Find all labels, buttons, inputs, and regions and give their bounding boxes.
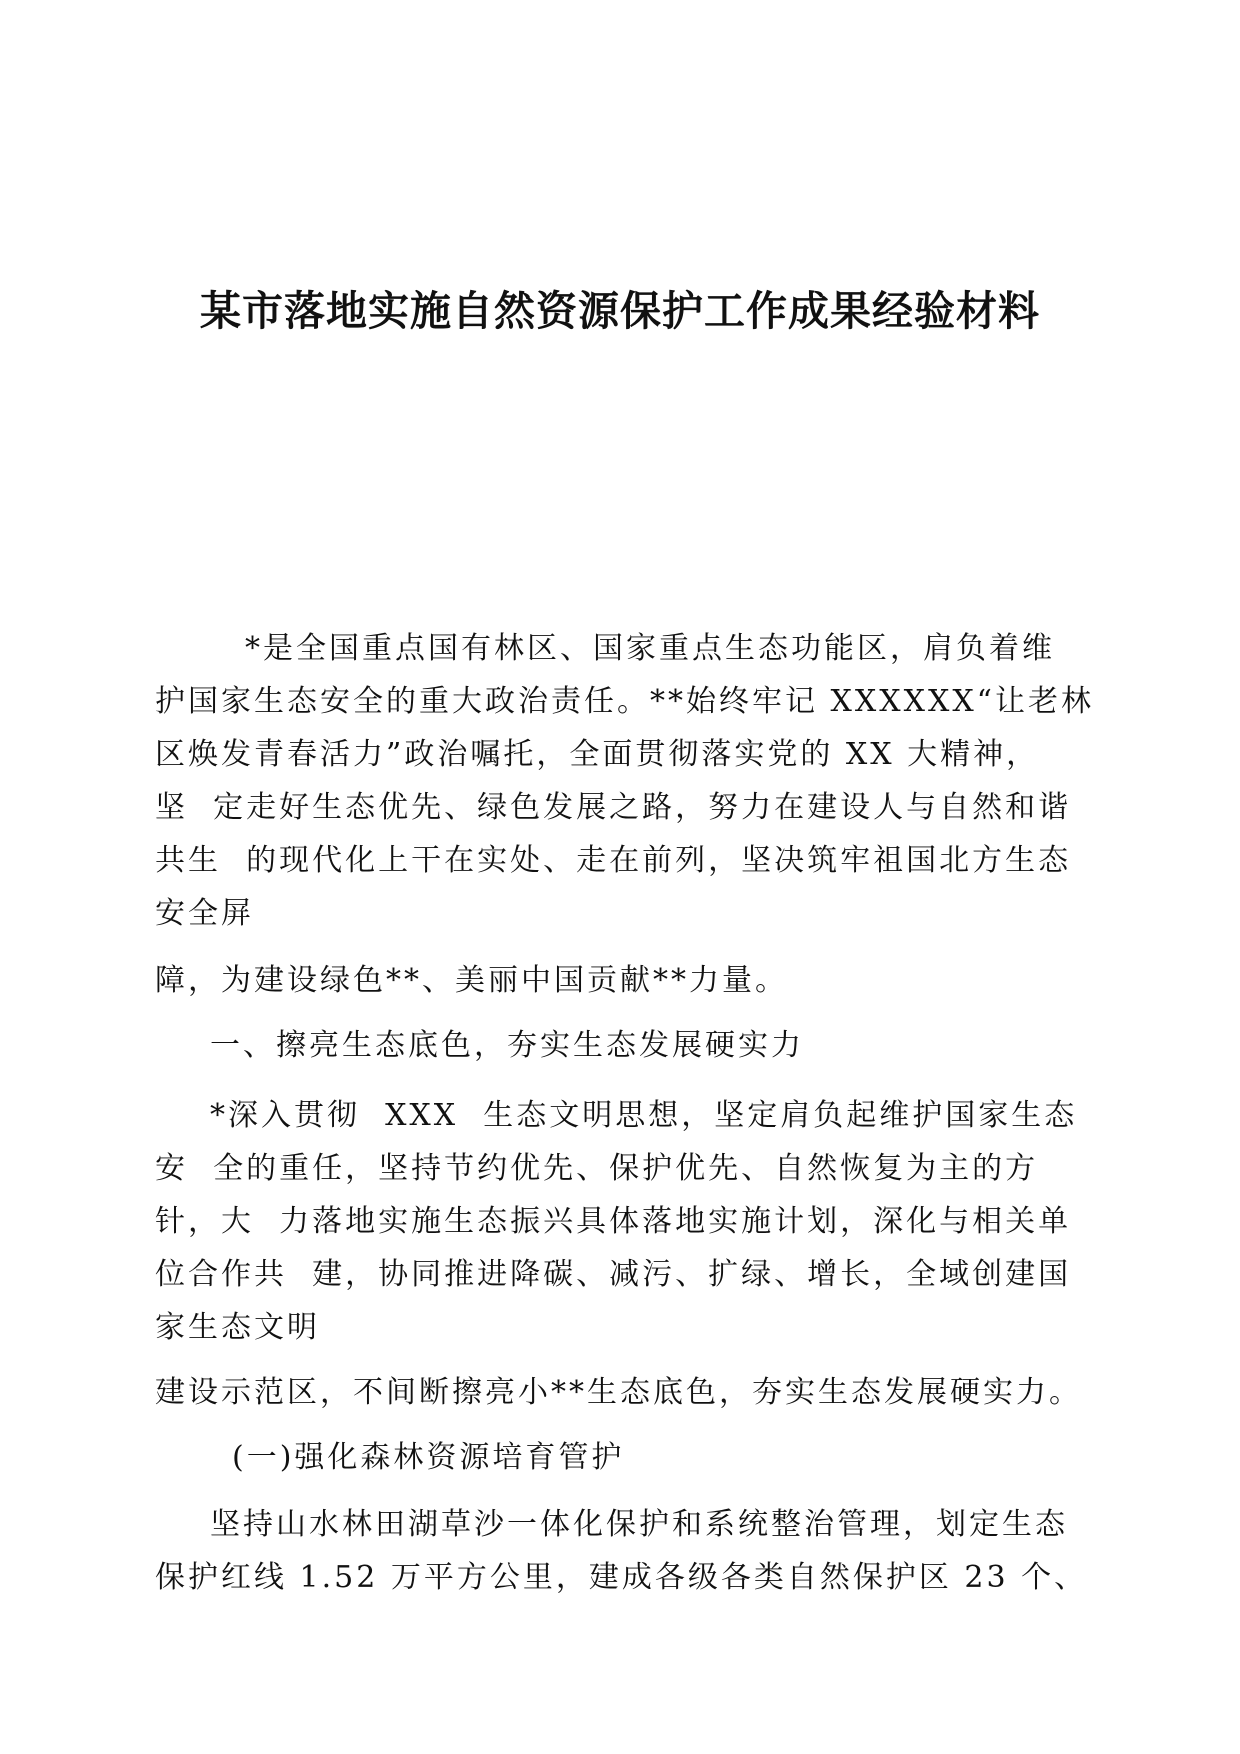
body-line: 坚持山水林田湖草沙一体化保护和系统整治管理，划定生态 (210, 1507, 1068, 1542)
section-heading: 一、擦亮生态底色，夯实生态发展硬实力 (210, 1028, 804, 1063)
body-line: 建设示范区，不间断擦亮小**生态底色，夯实生态发展硬实力。 (155, 1375, 1082, 1410)
body-line: *是全国重点国有林区、国家重点生态功能区，肩负着维 (245, 631, 1055, 666)
subsection-heading: (一)强化森林资源培育管护 (232, 1440, 625, 1475)
body-line: *深入贯彻 XXX 生态文明思想，坚定肩负起维护国家生态 (210, 1098, 1078, 1133)
document-title: 某市落地实施自然资源保护工作成果经验材料 (200, 287, 1040, 335)
body-line: 护国家生态安全的重大政治责任。**始终牢记 XXXXXX“让老林 (155, 684, 1095, 719)
body-line: 针，大 力落地实施生态振兴具体落地实施计划，深化与相关单 (155, 1204, 1072, 1239)
body-line: 保护红线 1.52 万平方公里，建成各级各类自然保护区 23 个、 (155, 1560, 1088, 1595)
body-line: 共生 的现代化上干在实处、走在前列，坚决筑牢祖国北方生态 (155, 843, 1072, 878)
body-line: 坚 定走好生态优先、绿色发展之路，努力在建设人与自然和谐 (155, 790, 1072, 825)
body-line: 位合作共 建，协同推进降碳、减污、扩绿、增长，全域创建国 (155, 1257, 1072, 1292)
body-line: 安 全的重任，坚持节约优先、保护优先、自然恢复为主的方 (155, 1151, 1039, 1186)
body-line: 家生态文明 (155, 1310, 320, 1345)
body-line: 区焕发青春活力”政治嘱托，全面贯彻落实党的 XX 大精神， (155, 737, 1040, 772)
body-line: 障，为建设绿色**、美丽中国贡献**力量。 (155, 963, 788, 998)
body-line: 安全屏 (155, 896, 254, 931)
